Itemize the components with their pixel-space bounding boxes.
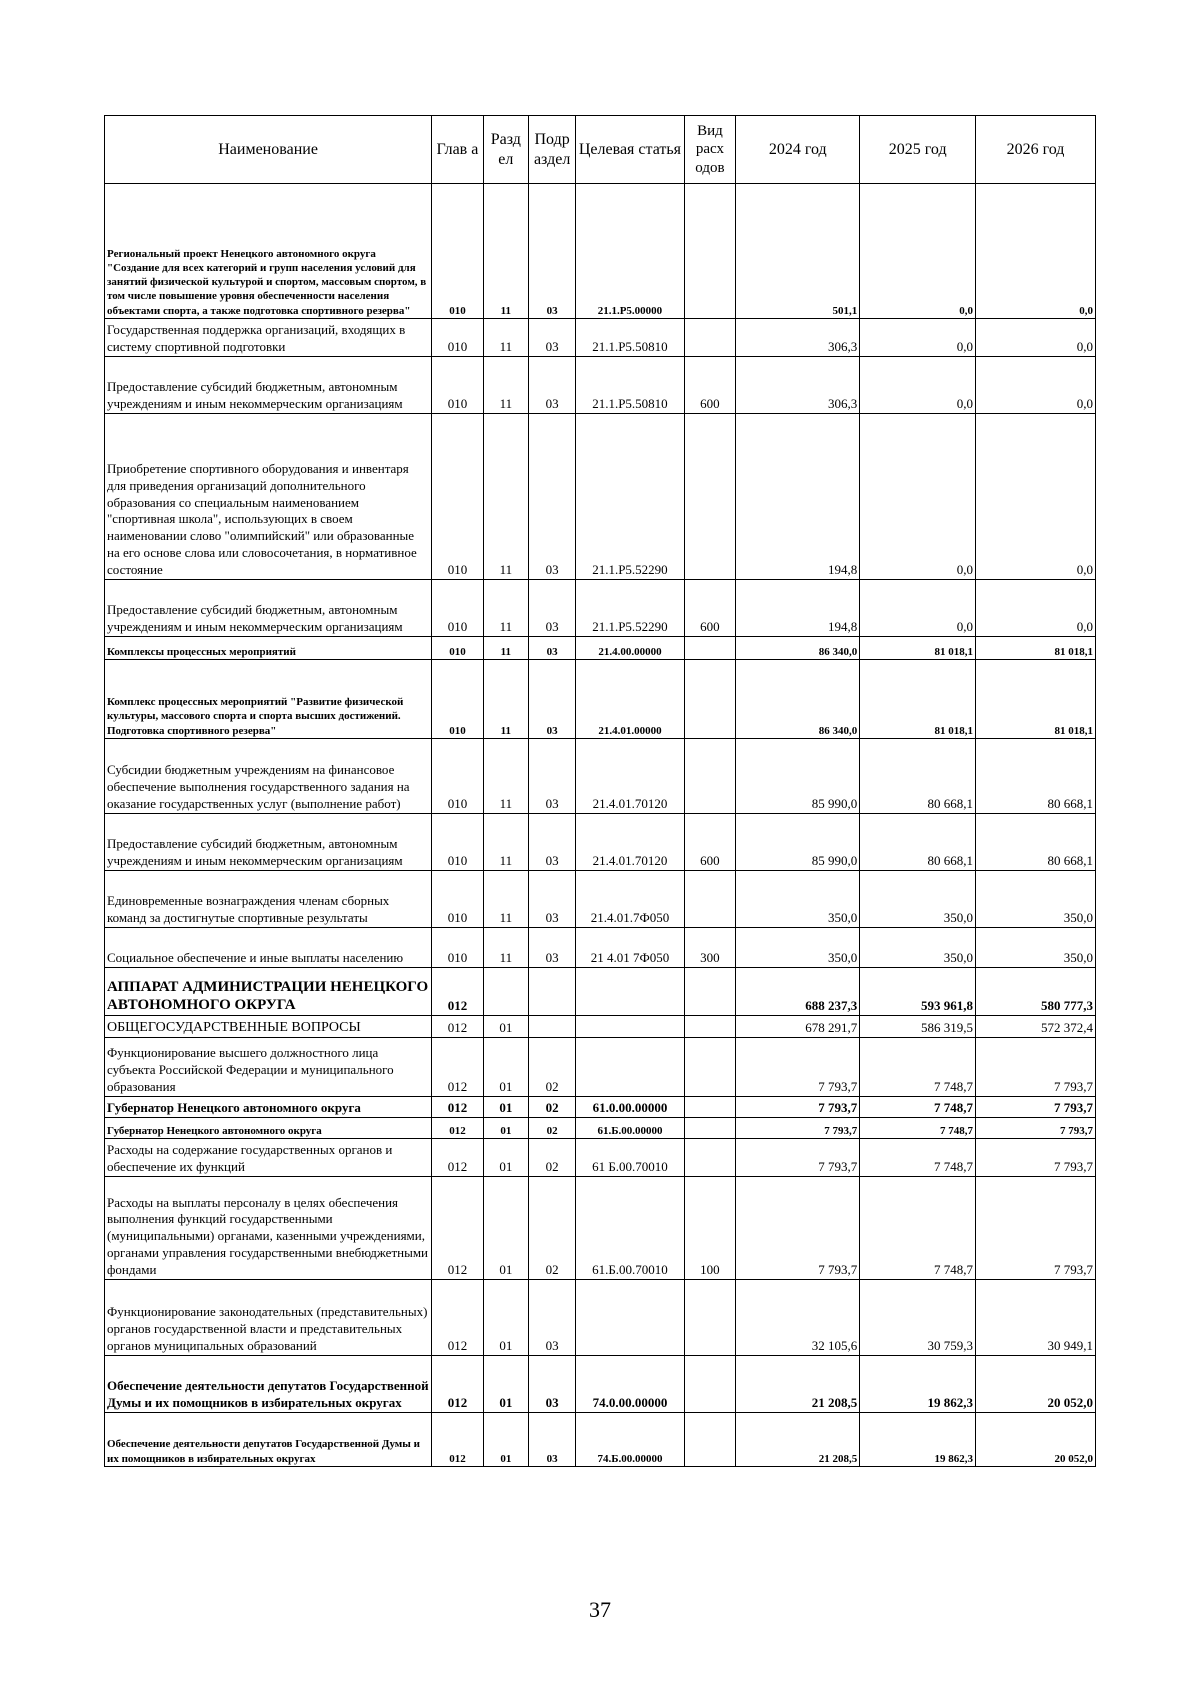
row-2025: 81 018,1 (860, 660, 976, 739)
row-razdel: 01 (483, 1356, 528, 1413)
row-2026: 7 793,7 (976, 1118, 1096, 1139)
row-2025: 19 862,3 (860, 1356, 976, 1413)
row-2024: 7 793,7 (736, 1118, 860, 1139)
table-row (105, 580, 1096, 637)
row-razdel: 11 (483, 814, 528, 871)
row-2024: 688 237,3 (736, 968, 860, 1016)
row-target: 21 4.01 7Ф050 (576, 928, 684, 968)
table-row (105, 1356, 1096, 1413)
table-row (105, 319, 1096, 357)
row-name: Приобретение спортивного оборудования и инвентаря для приведения организаций дополнительного образования со специальным наименованием "спортивная школа", использующих в своем наименовании слово "олимпийский" или образованные на его основе слова или словосочетания, в нормативное состояние (105, 414, 432, 580)
table-row (105, 1413, 1096, 1467)
row-glava: 010 (432, 319, 484, 357)
row-2026: 0,0 (976, 580, 1096, 637)
table-row (105, 1118, 1096, 1139)
row-2024: 7 793,7 (736, 1177, 860, 1280)
row-2025: 7 748,7 (860, 1038, 976, 1097)
row-2024: 86 340,0 (736, 637, 860, 660)
row-2024: 86 340,0 (736, 660, 860, 739)
row-name: Функционирование высшего должностного лица субъекта Российской Федерации и муниципального образования (105, 1038, 432, 1097)
row-glava: 010 (432, 580, 484, 637)
row-vid (684, 968, 736, 1016)
row-razdel: 11 (483, 414, 528, 580)
row-2026: 0,0 (976, 357, 1096, 414)
row-target: 21.1.Р5.52290 (576, 580, 684, 637)
row-name: АППАРАТ АДМИНИСТРАЦИИ НЕНЕЦКОГО АВТОНОМНОГО ОКРУГА (105, 968, 432, 1016)
row-podrazdel: 03 (528, 1280, 575, 1356)
header-row (105, 116, 1096, 184)
row-target (576, 1038, 684, 1097)
table-row (105, 1097, 1096, 1118)
row-name: Обеспечение деятельности депутатов Государственной Думы и их помощников в избирательных округах (105, 1356, 432, 1413)
table-row (105, 871, 1096, 928)
row-2026: 572 372,4 (976, 1016, 1096, 1038)
row-2024: 85 990,0 (736, 739, 860, 814)
row-vid (684, 1280, 736, 1356)
row-target: 61 Б.00.70010 (576, 1139, 684, 1177)
row-podrazdel: 02 (528, 1139, 575, 1177)
row-2025: 81 018,1 (860, 637, 976, 660)
row-glava: 012 (432, 1413, 484, 1467)
table-row (105, 637, 1096, 660)
row-vid (684, 1413, 736, 1467)
row-name: Предоставление субсидий бюджетным, автономным учреждениям и иным некоммерческим организациям (105, 357, 432, 414)
row-2025: 80 668,1 (860, 739, 976, 814)
row-name: Комплекс процессных мероприятий "Развитие физической культуры, массового спорта и спорта высших достижений. Подготовка спортивного резерва" (105, 660, 432, 739)
row-name: Губернатор Ненецкого автономного округа (105, 1118, 432, 1139)
header-2026: 2026 год (976, 116, 1096, 184)
row-razdel: 11 (483, 580, 528, 637)
row-target: 21.4.00.00000 (576, 637, 684, 660)
budget-table (104, 115, 1096, 1467)
row-2024: 350,0 (736, 928, 860, 968)
row-target: 21.1.Р5.50810 (576, 357, 684, 414)
row-name: ОБЩЕГОСУДАРСТВЕННЫЕ ВОПРОСЫ (105, 1016, 432, 1038)
row-podrazdel: 02 (528, 1177, 575, 1280)
row-razdel: 11 (483, 871, 528, 928)
row-2024: 306,3 (736, 319, 860, 357)
row-target: 61.Б.00.00000 (576, 1118, 684, 1139)
row-target: 74.0.00.00000 (576, 1356, 684, 1413)
row-vid (684, 739, 736, 814)
row-glava: 010 (432, 357, 484, 414)
row-razdel: 01 (483, 1038, 528, 1097)
row-podrazdel: 02 (528, 1038, 575, 1097)
table-row (105, 739, 1096, 814)
row-razdel: 01 (483, 1177, 528, 1280)
row-glava: 010 (432, 184, 484, 319)
row-2026: 20 052,0 (976, 1413, 1096, 1467)
row-razdel: 01 (483, 1139, 528, 1177)
table-row (105, 357, 1096, 414)
row-2026: 0,0 (976, 319, 1096, 357)
row-razdel: 01 (483, 1280, 528, 1356)
table-row (105, 1038, 1096, 1097)
row-vid (684, 1139, 736, 1177)
row-2025: 19 862,3 (860, 1413, 976, 1467)
row-2026: 7 793,7 (976, 1139, 1096, 1177)
row-2025: 0,0 (860, 580, 976, 637)
row-glava: 010 (432, 928, 484, 968)
row-razdel: 01 (483, 1097, 528, 1118)
row-podrazdel: 03 (528, 660, 575, 739)
row-2025: 350,0 (860, 871, 976, 928)
table-row (105, 968, 1096, 1016)
row-target: 61.Б.00.70010 (576, 1177, 684, 1280)
row-target: 21.1.Р5.52290 (576, 414, 684, 580)
row-podrazdel: 03 (528, 739, 575, 814)
row-name: Комплексы процессных мероприятий (105, 637, 432, 660)
row-vid (684, 1038, 736, 1097)
row-target: 21.4.01.00000 (576, 660, 684, 739)
row-vid: 600 (684, 814, 736, 871)
row-glava: 010 (432, 739, 484, 814)
header-glava: Глав а (432, 116, 484, 184)
row-2025: 80 668,1 (860, 814, 976, 871)
row-razdel: 01 (483, 1016, 528, 1038)
row-2024: 7 793,7 (736, 1139, 860, 1177)
row-podrazdel: 03 (528, 414, 575, 580)
row-2025: 30 759,3 (860, 1280, 976, 1356)
row-2024: 350,0 (736, 871, 860, 928)
row-razdel (483, 968, 528, 1016)
row-target: 21.1.Р5.50810 (576, 319, 684, 357)
row-2026: 81 018,1 (976, 660, 1096, 739)
table-row (105, 1177, 1096, 1280)
row-glava: 012 (432, 1280, 484, 1356)
row-podrazdel: 02 (528, 1097, 575, 1118)
row-razdel: 11 (483, 319, 528, 357)
row-podrazdel (528, 1016, 575, 1038)
row-2025: 0,0 (860, 414, 976, 580)
row-podrazdel: 03 (528, 871, 575, 928)
row-name: Функционирование законодательных (представительных) органов государственной власти и представительных органов муниципальных образований (105, 1280, 432, 1356)
row-podrazdel: 03 (528, 357, 575, 414)
table-row (105, 1280, 1096, 1356)
header-name: Наименование (105, 116, 432, 184)
row-2026: 7 793,7 (976, 1177, 1096, 1280)
row-glava: 010 (432, 660, 484, 739)
row-target: 21.1.Р5.00000 (576, 184, 684, 319)
row-2026: 350,0 (976, 928, 1096, 968)
row-2024: 501,1 (736, 184, 860, 319)
row-name: Субсидии бюджетным учреждениям на финансовое обеспечение выполнения государственного задания на оказание государственных услуг (выполнение работ) (105, 739, 432, 814)
row-vid (684, 184, 736, 319)
row-2026: 0,0 (976, 414, 1096, 580)
row-name: Предоставление субсидий бюджетным, автономным учреждениям и иным некоммерческим организациям (105, 580, 432, 637)
row-2024: 194,8 (736, 414, 860, 580)
row-glava: 012 (432, 1118, 484, 1139)
row-target: 21.4.01.70120 (576, 739, 684, 814)
row-2025: 7 748,7 (860, 1139, 976, 1177)
row-razdel: 01 (483, 1413, 528, 1467)
row-2025: 7 748,7 (860, 1097, 976, 1118)
row-vid: 100 (684, 1177, 736, 1280)
row-name: Единовременные вознаграждения членам сборных команд за достигнутые спортивные результаты (105, 871, 432, 928)
row-2025: 0,0 (860, 319, 976, 357)
row-name: Расходы на содержание государственных органов и обеспечение их функций (105, 1139, 432, 1177)
row-name: Расходы на выплаты персоналу в целях обеспечения выполнения функций государственными (муниципальными) органами, казенными учреждениями, органами управления государственными внебюджетными фондами (105, 1177, 432, 1280)
row-2026: 350,0 (976, 871, 1096, 928)
row-2025: 593 961,8 (860, 968, 976, 1016)
row-razdel: 11 (483, 637, 528, 660)
row-2024: 194,8 (736, 580, 860, 637)
row-vid (684, 1097, 736, 1118)
row-2025: 0,0 (860, 357, 976, 414)
row-2024: 32 105,6 (736, 1280, 860, 1356)
row-glava: 010 (432, 871, 484, 928)
row-podrazdel: 03 (528, 1356, 575, 1413)
table-row (105, 660, 1096, 739)
row-2026: 7 793,7 (976, 1097, 1096, 1118)
row-vid (684, 871, 736, 928)
row-vid (684, 660, 736, 739)
row-podrazdel: 02 (528, 1118, 575, 1139)
row-vid: 600 (684, 357, 736, 414)
row-podrazdel: 03 (528, 319, 575, 357)
row-vid: 300 (684, 928, 736, 968)
row-target (576, 968, 684, 1016)
page-number: 37 (589, 1597, 611, 1622)
row-glava: 012 (432, 1097, 484, 1118)
row-razdel: 01 (483, 1118, 528, 1139)
row-2026: 30 949,1 (976, 1280, 1096, 1356)
row-name: Губернатор Ненецкого автономного округа (105, 1097, 432, 1118)
row-target: 74.Б.00.00000 (576, 1413, 684, 1467)
row-target: 21.4.01.7Ф050 (576, 871, 684, 928)
row-podrazdel (528, 968, 575, 1016)
row-2025: 7 748,7 (860, 1118, 976, 1139)
row-target: 61.0.00.00000 (576, 1097, 684, 1118)
row-2026: 20 052,0 (976, 1356, 1096, 1413)
row-glava: 012 (432, 1177, 484, 1280)
row-2026: 81 018,1 (976, 637, 1096, 660)
row-2025: 7 748,7 (860, 1177, 976, 1280)
row-podrazdel: 03 (528, 580, 575, 637)
table-row (105, 1139, 1096, 1177)
row-vid (684, 414, 736, 580)
row-2024: 678 291,7 (736, 1016, 860, 1038)
row-podrazdel: 03 (528, 184, 575, 319)
row-target: 21.4.01.70120 (576, 814, 684, 871)
row-2024: 85 990,0 (736, 814, 860, 871)
row-podrazdel: 03 (528, 1413, 575, 1467)
row-glava: 012 (432, 1016, 484, 1038)
row-vid: 600 (684, 580, 736, 637)
row-2026: 80 668,1 (976, 739, 1096, 814)
row-name: Социальное обеспечение и иные выплаты населению (105, 928, 432, 968)
row-razdel: 11 (483, 184, 528, 319)
table-row (105, 928, 1096, 968)
row-glava: 010 (432, 414, 484, 580)
row-2026: 580 777,3 (976, 968, 1096, 1016)
row-target (576, 1016, 684, 1038)
row-name: Предоставление субсидий бюджетным, автономным учреждениям и иным некоммерческим организациям (105, 814, 432, 871)
row-2024: 306,3 (736, 357, 860, 414)
row-glava: 012 (432, 968, 484, 1016)
row-2025: 350,0 (860, 928, 976, 968)
row-glava: 012 (432, 1356, 484, 1413)
header-2025: 2025 год (860, 116, 976, 184)
row-podrazdel: 03 (528, 928, 575, 968)
table-row (105, 184, 1096, 319)
row-glava: 012 (432, 1139, 484, 1177)
row-2026: 80 668,1 (976, 814, 1096, 871)
table-row (105, 414, 1096, 580)
row-2025: 0,0 (860, 184, 976, 319)
row-name: Государственная поддержка организаций, входящих в систему спортивной подготовки (105, 319, 432, 357)
header-2024: 2024 год (736, 116, 860, 184)
row-2024: 21 208,5 (736, 1356, 860, 1413)
row-razdel: 11 (483, 928, 528, 968)
row-2026: 7 793,7 (976, 1038, 1096, 1097)
row-glava: 010 (432, 814, 484, 871)
row-2024: 7 793,7 (736, 1038, 860, 1097)
row-razdel: 11 (483, 739, 528, 814)
row-razdel: 11 (483, 357, 528, 414)
header-vid: Вид расх одов (684, 116, 736, 184)
row-glava: 010 (432, 637, 484, 660)
row-name: Обеспечение деятельности депутатов Государственной Думы и их помощников в избирательных округах (105, 1413, 432, 1467)
row-2024: 21 208,5 (736, 1413, 860, 1467)
row-vid (684, 1118, 736, 1139)
table-row (105, 814, 1096, 871)
row-name: Региональный проект Ненецкого автономного округа "Создание для всех категорий и групп населения условий для занятий физической культурой и спортом, массовым спортом, в том числе повышение уровня обеспеченности населения объектами спорта, а также подготовка спортивного резерва" (105, 184, 432, 319)
row-glava: 012 (432, 1038, 484, 1097)
row-vid (684, 1016, 736, 1038)
row-2024: 7 793,7 (736, 1097, 860, 1118)
header-razdel: Разд ел (483, 116, 528, 184)
row-razdel: 11 (483, 660, 528, 739)
row-vid (684, 1356, 736, 1413)
header-podrazdel: Подр аздел (528, 116, 575, 184)
row-2026: 0,0 (976, 184, 1096, 319)
row-podrazdel: 03 (528, 637, 575, 660)
row-vid (684, 637, 736, 660)
row-2025: 586 319,5 (860, 1016, 976, 1038)
table-row (105, 1016, 1096, 1038)
row-vid (684, 319, 736, 357)
row-podrazdel: 03 (528, 814, 575, 871)
row-target (576, 1280, 684, 1356)
header-target: Целевая статья (576, 116, 684, 184)
